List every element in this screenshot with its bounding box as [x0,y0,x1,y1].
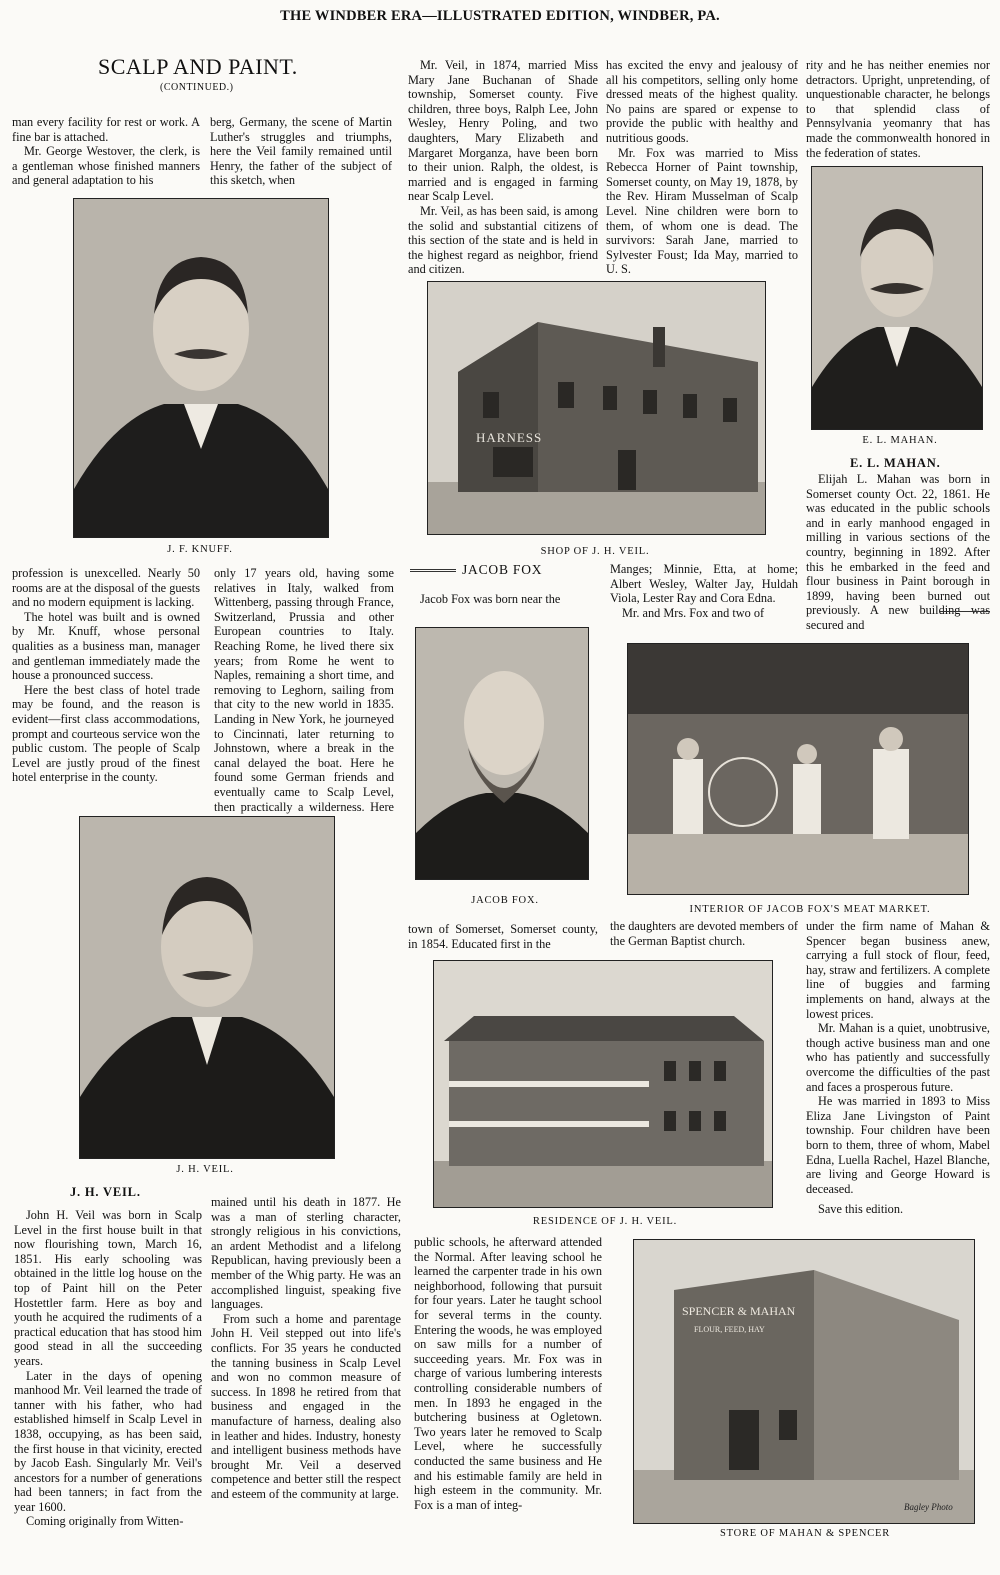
shop-building [428,282,765,534]
column-4-middle [610,562,798,620]
paragraph: Here the best class of hotel trade may be found, and the reason is evident—first class accommodations, prompt and courteous service won the public custom. The people of Scalp Level are justly proud of the finest hotel enterprise in the county. [12,682,200,785]
column-2-top [210,115,392,188]
paragraph: Later in the days of opening manhood Mr. Veil learned the trade of tanner with his father, who had established himself in Scalp Level in 1838, occupying, as has been said, the first house in that vicinity, erected by Jacob Eash. Singularly Mr. Veil's ancestors for a number of generations had been tanners; in fact from the year 1600. [14,1368,202,1514]
residence-building [434,961,772,1207]
fox-intro [408,592,598,607]
veil-heading: J. H. VEIL. [70,1185,141,1199]
paragraph: mained until his death in 1877. He was a man of sterling character, strongly religious in his convictions, an ardent Methodist and a lifelong Republican, having previously been a member of the Whig party. He was an accomplished linguist, speaking five languages. [211,1195,401,1312]
meat-market-caption: INTERIOR OF JACOB FOX'S MEAT MARKET. [689,904,931,915]
veil-photo-caption: J. H. VEIL. [176,1164,234,1175]
column-4-top [606,58,798,277]
heading-ornament [410,569,456,572]
photographer-mark: Bagley Photo [904,1502,953,1512]
portrait-figure [812,167,982,429]
paragraph: From such a home and parentage John H. Veil stepped out into life's conflicts. For 35 years he conducted the tanning business in Scalp Level and won no common measure of success. In 1898 he retired from that business and engaged in the manufacture of harness, dealing also in leather and hides. Industry, honesty and intelligent business methods have brought Mr. Veil a deserved competence and better still the respect and esteem of the community at large. [211,1311,401,1501]
store-subsign: FLOUR, FEED, HAY [694,1325,765,1334]
veil-column-1 [14,1208,202,1529]
paragraph: Mr. George Westover, the clerk, is a gentleman whose finished manners and general adaptation to his [12,144,200,188]
paragraph: the daughters are devoted members of the German Baptist church. [610,919,798,948]
paragraph: Manges; Minnie, Etta, at home; Albert Wesley, Walter Jay, Huldah Viola, Lester Ray and Cora Edna. [610,562,798,606]
paragraph: Jacob Fox was born near the [420,592,561,606]
paragraph: only 17 years old, having some relatives in Italy, walked from Wittenberg, passing through France, Switzerland, Prussia and other European countries to Italy. Reaching Rome, he lived there six years; from Rome he went to Naples, remaining a short time, and removing to Leghorn, sailing from that city to the new world in 1835. Landing in New York, he journeyed to Cincinnati, later returning to Johnstown, where a break in the canal delayed the boat. Here he found some German friends and eventually came to Scalp Level, then practically a wilderness. Here [214,566,394,814]
jacob-fox-heading: JACOB FOX [462,562,543,577]
paragraph: under the firm name of Mahan & Spencer began business anew, carrying a full stock of flour, feed, hay, straw and fertilizers. A complete line of buggies and farming implements on hand, always at the lowest prices. [806,919,990,1021]
column-5-top [806,58,990,160]
veil-column-2 [211,1195,401,1501]
meat-market-photo [627,643,969,895]
mahan-portrait [811,166,983,430]
mahan-heading: E. L. MAHAN. [850,456,941,470]
fox-daughters [610,919,798,948]
harness-sign: HARNESS [476,430,543,445]
mahan-photo-caption: E. L. MAHAN. [862,435,938,446]
paragraph: man every facility for rest or work. A fine bar is attached. [12,115,200,144]
market-interior [628,644,968,894]
article-subtitle: (CONTINUED.) [160,82,234,93]
jacob-fox-caption: JACOB FOX. [471,895,539,906]
residence-caption: RESIDENCE OF J. H. VEIL. [532,1216,678,1227]
masthead: THE WINDBER ERA—ILLUSTRATED EDITION, WINDBER, PA. [280,8,720,24]
fox-education-column [414,1235,602,1512]
column-1-middle [12,566,200,785]
store-sign: SPENCER & MAHAN [682,1304,796,1318]
paragraph: Coming originally from Witten- [26,1514,184,1529]
column-1-top [12,115,200,188]
store-building [634,1240,974,1523]
column-3-top [408,58,598,277]
veil-portrait [79,816,335,1159]
paragraph: Mr. Veil, as has been said, is among the solid and substantial citizens of this section of the state and is held in the highest regard as neighbor, friend and citizen. [408,203,598,277]
save-edition-note: Save this edition. [818,1202,904,1217]
paragraph: rity and he has neither enemies nor detractors. Upright, unpretending, of unquestionable character, he belongs to that splendid class of Pennsylvania yeomanry that has made the commonwealth honored in the federation of states. [806,58,990,160]
portrait-figure [416,628,588,879]
paragraph: The hotel was built and is owned by Mr. Knuff, whose personal qualities as a business man, manager and gentleman immediately made the house a pronounced success. [12,609,200,683]
store-caption: STORE OF MAHAN & SPENCER [719,1528,891,1539]
paragraph: Mr. and Mrs. Fox and two of [622,605,765,620]
paragraph: Mr. Fox was married to Miss Rebecca Horner of Paint township, Somerset county, on May 19, 1878, by the Rev. Hiram Musselman of Scalp Level. Nine children were born to them, of whom one is dead. The survivors: Sarah Jane, married to Sylvester Foust; Ida May, married to U. S. [606,145,798,277]
knuff-portrait [73,198,329,538]
shop-caption: SHOP OF J. H. VEIL. [540,546,650,557]
mahan-store-photo [633,1239,975,1524]
column-2-middle [214,566,394,829]
mahan-column-bottom [806,919,990,1217]
paragraph: has excited the envy and jealousy of all his competitors, selling only home dressed meats of the highest quality. No pains are spared or expense to provide the public with healthy and nutritious goods. [606,58,798,145]
article-title: SCALP AND PAINT. [98,54,298,79]
fox-continuation [408,922,598,951]
paragraph: Elijah L. Mahan was born in Somerset county Oct. 22, 1861. He was educated in the public schools and in early manhood engaged in milling in various sections of the country, beginning in 1892. After this he embarked in the feed and flour business in Paint borough in 1899, having been burned out previously. A new building was secured and [806,472,990,632]
veil-shop-photo [427,281,766,535]
jacob-fox-portrait [415,627,589,880]
paragraph: town of Somerset, Somerset county, in 1854. Educated first in the [408,922,598,951]
paragraph: Mr. Mahan is a quiet, unobtrusive, though active business man and one who has patiently and successfully overcome the difficulties of the past and faces a prosperous future. [806,1021,990,1094]
knuff-caption: J. F. KNUFF. [167,544,233,555]
paragraph: He was married in 1893 to Miss Eliza Jane Livingston of Paint township. Four children have been born to them, three of whom, Mabel Edna, Luella Rachel, Hazel Blanche, are living and George Howard is deceased. [806,1094,990,1196]
mahan-column-top [806,472,990,633]
paragraph: Mr. Veil, in 1874, married Miss Mary Jane Buchanan of Shade township, Somerset county. Five children, three boys, Ralph Lee, John Wesley, Henry Poling, and two daughters, Mary Elizabeth and Margaret Morganza, have been born to their union. Ralph, the oldest, is married and is engaged in farming near Scalp Level. [408,58,598,204]
portrait-figure [80,817,334,1158]
paragraph: berg, Germany, the scene of Martin Luther's struggles and triumphs, here the Veil family remained until Henry, the father of the subject of this sketch, when [210,115,392,188]
residence-photo [433,960,773,1208]
portrait-figure [74,199,328,537]
paragraph: public schools, he afterward attended the Normal. After leaving school he learned the carpenter trade in his own neighborhood, following that pursuit for four years. Later he taught school for several terms in the county. Entering the woods, he was employed on saw mills for a number of succeeding years. Mr. Fox was in charge of various lumbering interests controlling considerable numbers of men. In 1893 he engaged in the butchering business at Ogletown. Two years later he removed to Scalp Level, where he successfully conducted the same business and He and his estimable family are held in high esteem in the community. Mr. Fox is a man of integ- [414,1235,602,1512]
paragraph: John H. Veil was born in Scalp Level in the first house built in that now flourishing town, March 16, 1851. His early schooling was obtained in the little log house on the top of Paint hill on the Peter Hostettler farm. Here as boy and youth he acquired the rudiments of a practical education that has stood him good stead in all the succeeding years. [14,1208,202,1368]
divider [940,611,990,612]
paragraph: profession is unexcelled. Nearly 50 rooms are at the disposal of the guests and no modern equipment is lacking. [12,566,200,610]
